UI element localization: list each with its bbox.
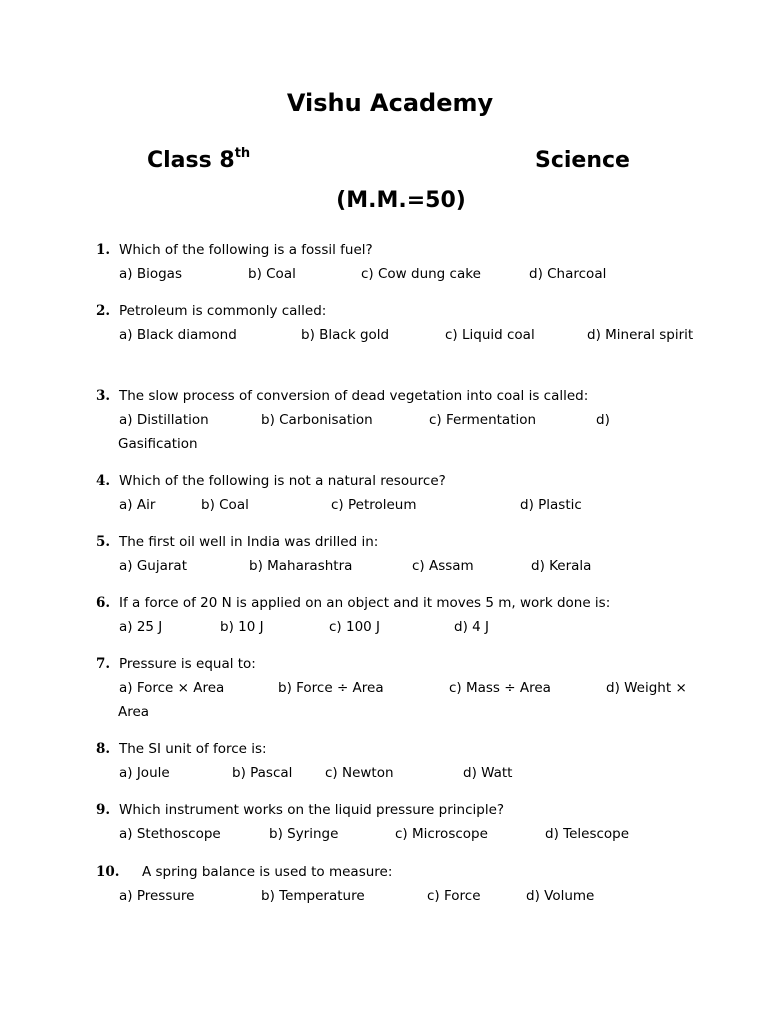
option-c: c) Microscope [395, 826, 488, 842]
options-row [119, 761, 696, 785]
question-10 [96, 860, 696, 908]
option-c: c) Cow dung cake [361, 266, 481, 282]
options-row [119, 554, 696, 578]
question-5 [96, 530, 696, 578]
option-d: d) Volume [526, 888, 595, 904]
option-d: d) Kerala [531, 558, 592, 574]
option-c: c) Assam [412, 558, 474, 574]
question-text: The first oil well in India was drilled in: [119, 534, 379, 550]
class-label: Class 8 [147, 148, 235, 173]
options-row [119, 323, 696, 371]
question-text: Pressure is equal to: [119, 656, 256, 672]
question-text: Petroleum is commonly called: [119, 303, 327, 319]
option-a: a) Stethoscope [119, 826, 221, 842]
option-d: d) Weight × Area [118, 680, 687, 720]
option-d: d) Telescope [545, 826, 630, 842]
options-row [119, 822, 696, 846]
option-d: d) Watt [463, 765, 513, 781]
question-number: 9. [96, 802, 111, 818]
options-row [119, 408, 696, 456]
question-7 [96, 652, 696, 724]
question-text: If a force of 20 N is applied on an object and it moves 5 m, work done is: [119, 595, 611, 611]
option-b: b) Maharashtra [249, 558, 353, 574]
option-b: b) Syringe [269, 826, 339, 842]
option-c: c) 100 J [329, 619, 381, 635]
question-text: The slow process of conversion of dead vegetation into coal is called: [119, 388, 589, 404]
question-number: 5. [96, 534, 111, 550]
question-number: 7. [96, 656, 111, 672]
options-row [119, 493, 696, 517]
option-d: d) 4 J [454, 619, 489, 635]
option-a: a) Biogas [119, 266, 182, 282]
option-c: c) Petroleum [331, 497, 417, 513]
option-c: c) Fermentation [429, 412, 537, 428]
question-number: 3. [96, 388, 111, 404]
question-number: 4. [96, 473, 111, 489]
max-marks: (M.M.=50) [336, 188, 466, 213]
option-c: c) Force [427, 888, 481, 904]
question-number: 10. [96, 864, 120, 880]
option-c: c) Liquid coal [445, 327, 535, 343]
question-8 [96, 737, 696, 785]
options-row [119, 884, 696, 908]
question-number: 2. [96, 303, 111, 319]
question-6 [96, 591, 696, 639]
subject-heading: Science [535, 148, 630, 173]
option-a: a) Pressure [119, 888, 195, 904]
question-2 [96, 299, 696, 371]
option-a: a) Gujarat [119, 558, 187, 574]
options-row [119, 615, 696, 639]
option-b: b) Force ÷ Area [278, 680, 384, 696]
option-b: b) Carbonisation [261, 412, 373, 428]
option-b: b) 10 J [220, 619, 264, 635]
question-number: 1. [96, 242, 111, 258]
option-a: a) Force × Area [119, 680, 225, 696]
option-d: d) Mineral spirit [587, 327, 694, 343]
class-superscript: th [234, 146, 251, 161]
option-b: b) Coal [248, 266, 296, 282]
option-c: c) Mass ÷ Area [449, 680, 551, 696]
option-c: c) Newton [325, 765, 394, 781]
question-9 [96, 798, 696, 846]
question-text: Which of the following is a fossil fuel? [119, 242, 373, 258]
option-a: a) Air [119, 497, 156, 513]
option-b: b) Black gold [301, 327, 390, 343]
option-b: b) Pascal [232, 765, 293, 781]
question-text: A spring balance is used to measure: [142, 864, 393, 880]
question-text: Which instrument works on the liquid pressure principle? [119, 802, 505, 818]
option-d: d) Charcoal [529, 266, 607, 282]
options-row [119, 262, 696, 286]
question-text: The SI unit of force is: [119, 741, 267, 757]
question-text: Which of the following is not a natural resource? [119, 473, 446, 489]
option-b: b) Temperature [261, 888, 365, 904]
question-number: 8. [96, 741, 111, 757]
option-a: a) Joule [119, 765, 170, 781]
question-3 [96, 384, 696, 456]
option-d: d) Gasification [118, 412, 610, 452]
question-number: 6. [96, 595, 111, 611]
option-a: a) Black diamond [119, 327, 237, 343]
option-b: b) Coal [201, 497, 249, 513]
school-title: Vishu Academy [286, 89, 494, 117]
option-d: d) Plastic [520, 497, 582, 513]
options-row [119, 676, 696, 724]
option-a: a) Distillation [119, 412, 209, 428]
question-4 [96, 469, 696, 517]
option-a: a) 25 J [119, 619, 163, 635]
class-heading [147, 146, 250, 179]
question-1 [96, 238, 696, 286]
